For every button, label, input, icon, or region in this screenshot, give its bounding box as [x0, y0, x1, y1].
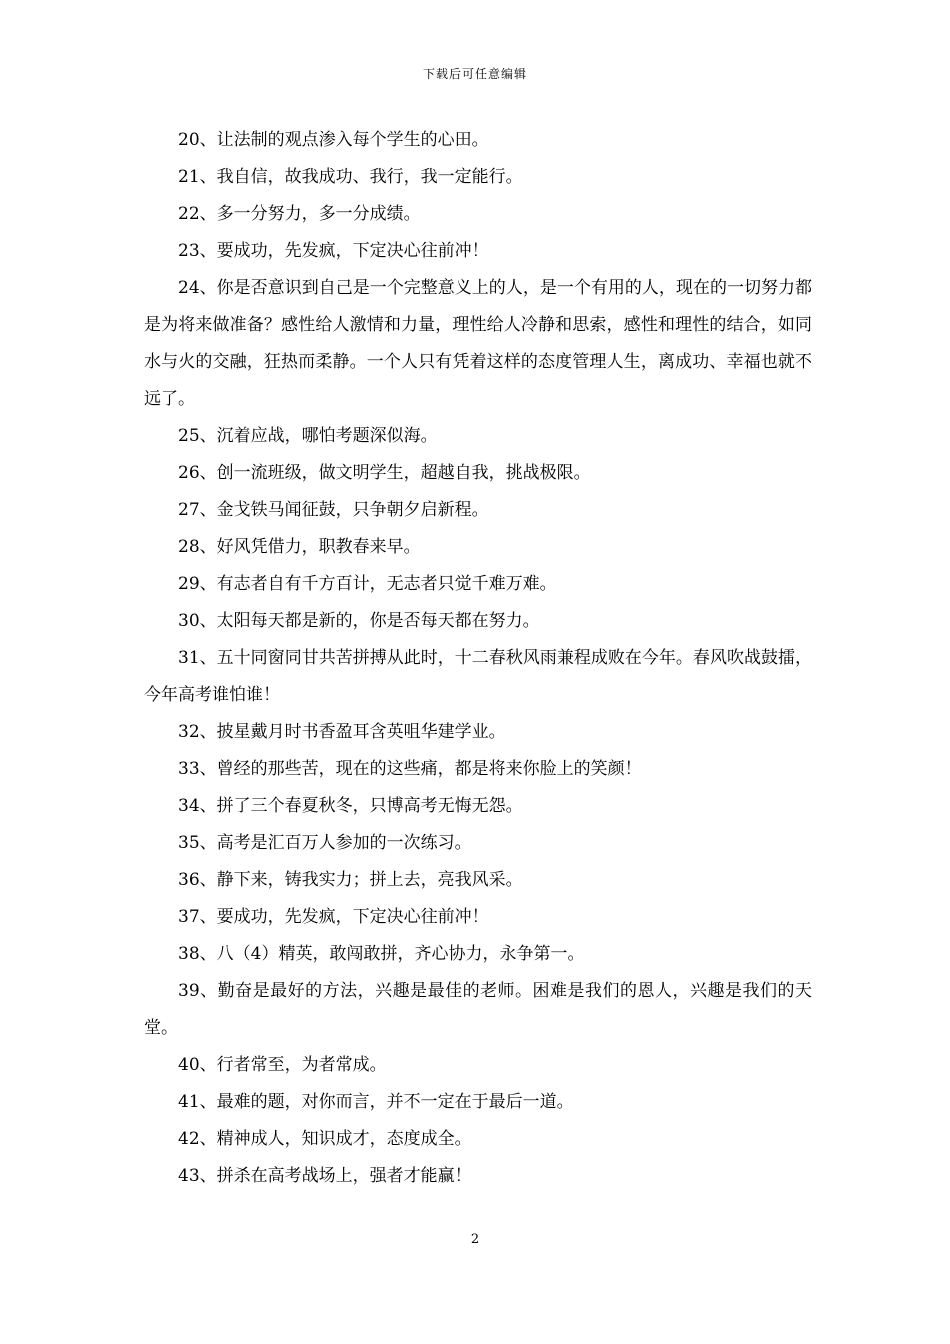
paragraph: 30、太阳每天都是新的，你是否每天都在努力。	[178, 611, 540, 631]
paragraph: 26、创一流班级，做文明学生，超越自我，挑战极限。	[178, 463, 591, 483]
paragraph: 40、行者常至，为者常成。	[178, 1055, 387, 1075]
paragraph: 36、静下来，铸我实力；拼上去，亮我风采。	[178, 870, 523, 890]
paragraph: 22、多一分努力，多一分成绩。	[178, 204, 421, 224]
paragraph: 37、要成功，先发疯，下定决心往前冲！	[178, 907, 489, 927]
document-body	[144, 122, 812, 1195]
paragraph: 24、你是否意识到自己是一个完整意义上的人，是一个有用的人，现在的一切努力都是为将来做准备？感性给人激情和力量，理性给人冷静和思索，感性和理性的结合，如同水与火的交融，狂热而柔静。一个人只有凭着这样的态度管理人生，离成功、幸福也就不远了。	[144, 278, 812, 409]
paragraph: 42、精神成人，知识成才，态度成全。	[178, 1129, 472, 1149]
paragraph: 35、高考是汇百万人参加的一次练习。	[178, 833, 472, 853]
paragraph: 32、披星戴月时书香盈耳含英咀华建学业。	[178, 722, 506, 742]
paragraph: 27、金戈铁马闻征鼓，只争朝夕启新程。	[178, 500, 489, 520]
page-header: 下载后可任意编辑	[422, 67, 527, 81]
paragraph: 28、好风凭借力，职教春来早。	[178, 537, 421, 557]
paragraph: 33、曾经的那些苦，现在的这些痛，都是将来你脸上的笑颜！	[178, 759, 642, 779]
paragraph: 39、勤奋是最好的方法，兴趣是最佳的老师。困难是我们的恩人，兴趣是我们的天堂。	[144, 981, 812, 1038]
paragraph: 34、拼了三个春夏秋冬，只博高考无悔无怨。	[178, 796, 523, 816]
paragraph: 31、五十同窗同甘共苦拼搏从此时，十二春秋风雨兼程成败在今年。春风吹战鼓擂，今年高考谁怕谁！	[144, 648, 812, 705]
paragraph: 25、沉着应战，哪怕考题深似海。	[178, 426, 438, 446]
paragraph: 41、最难的题，对你而言，并不一定在于最后一道。	[178, 1092, 574, 1112]
paragraph: 29、有志者自有千方百计，无志者只觉千难万难。	[178, 574, 557, 594]
paragraph: 38、八（4）精英，敢闯敢拼，齐心协力，永争第一。	[178, 944, 585, 964]
paragraph: 23、要成功，先发疯，下定决心往前冲！	[178, 241, 489, 261]
paragraph: 43、拼杀在高考战场上，强者才能赢！	[178, 1166, 472, 1186]
paragraph: 21、我自信，故我成功、我行，我一定能行。	[178, 167, 523, 187]
page-number: 2	[470, 1232, 480, 1247]
paragraph: 20、让法制的观点渗入每个学生的心田。	[178, 130, 489, 150]
